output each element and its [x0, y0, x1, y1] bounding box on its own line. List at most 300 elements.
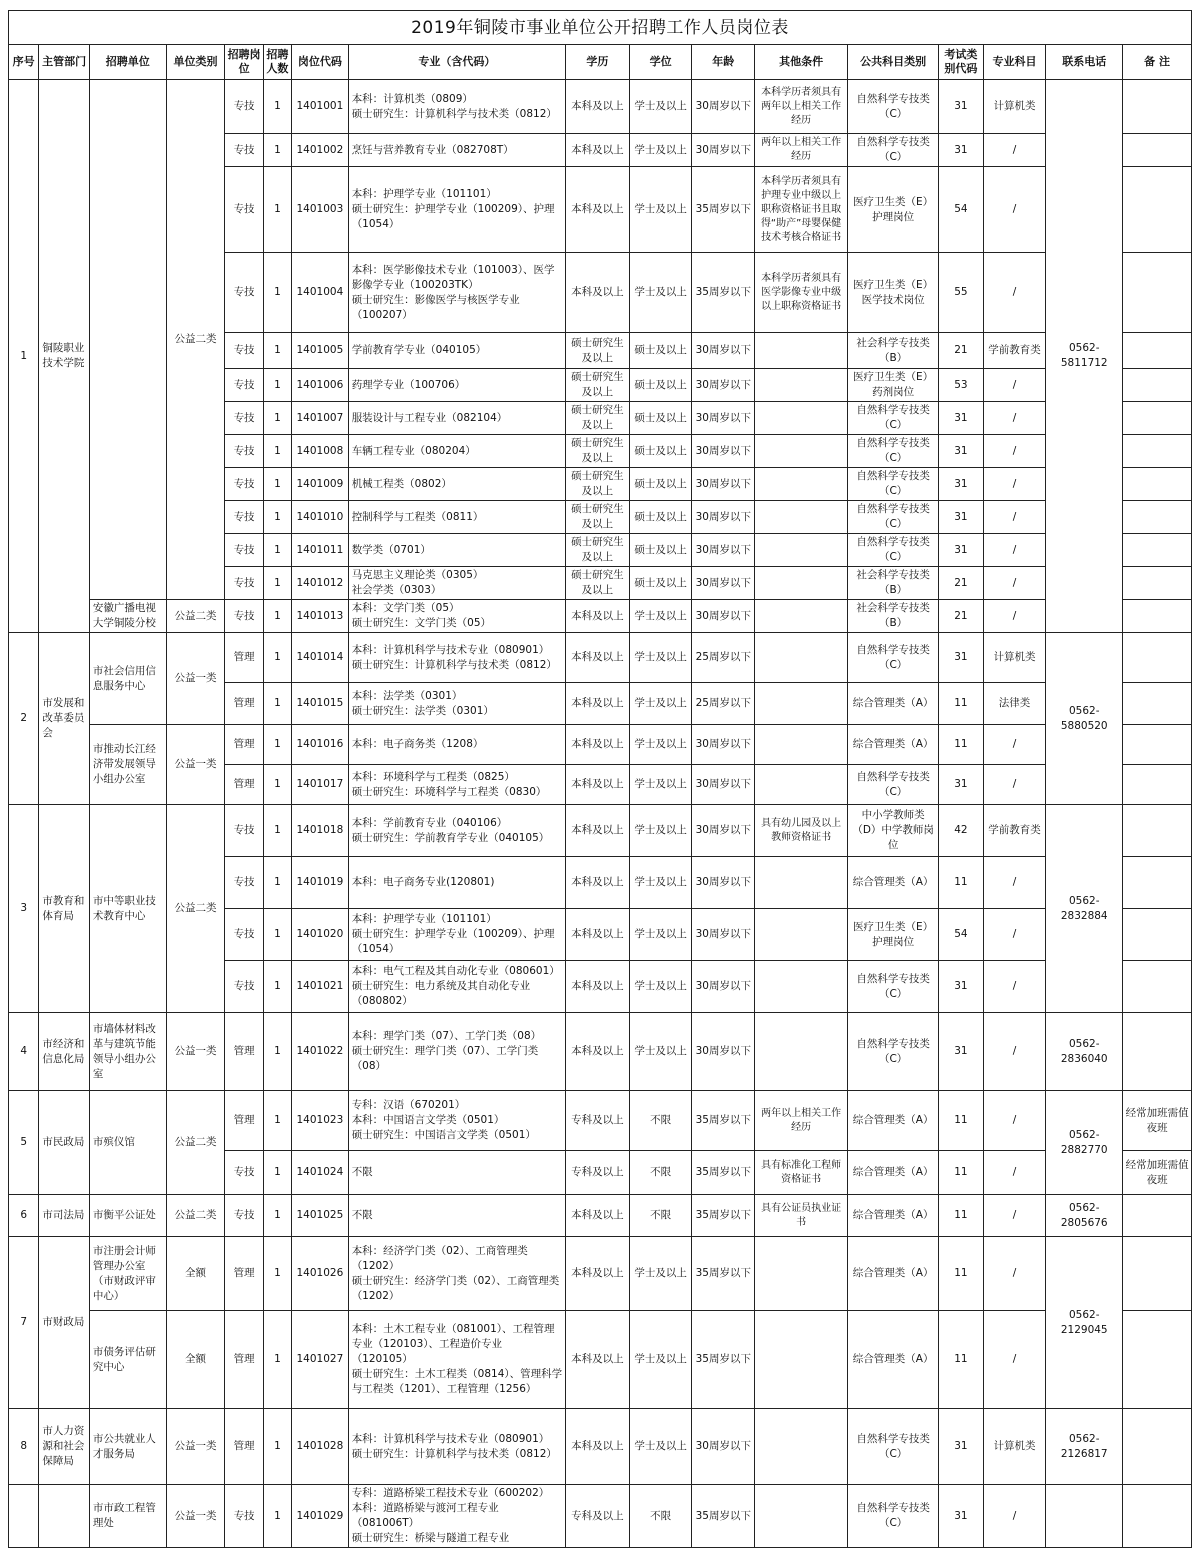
- other-conditions-cell: [755, 961, 848, 1013]
- remark-cell: [1123, 1195, 1192, 1237]
- remark-cell: [1123, 683, 1192, 725]
- public-subject-cell: 自然科学专技类（C）: [848, 402, 939, 435]
- major-cell: 本科：护理学专业（101101） 硕士研究生：护理学专业（100209）、护理（1054）: [348, 167, 565, 253]
- degree-cell: 学士及以上: [629, 253, 692, 333]
- education-cell: 本科及以上: [566, 1237, 630, 1311]
- public-subject-cell: 自然科学专技类（C）: [848, 1409, 939, 1485]
- exam-code-cell: 55: [939, 253, 983, 333]
- unit-cell: 市社会信用信息服务中心: [89, 633, 166, 725]
- exam-code-cell: 42: [939, 805, 983, 857]
- remark-cell: [1123, 1013, 1192, 1091]
- public-subject-cell: 中小学教师类（D）中学教师岗位: [848, 805, 939, 857]
- table-row: [9, 1485, 1192, 1548]
- post-cell: 专技: [225, 1151, 263, 1195]
- count-cell: 1: [263, 80, 291, 134]
- remark-cell: [1123, 961, 1192, 1013]
- subject-cell: /: [983, 369, 1046, 402]
- post-cell: 专技: [225, 402, 263, 435]
- remark-cell: [1123, 1409, 1192, 1485]
- post-code-cell: 1401008: [292, 435, 349, 468]
- education-cell: 本科及以上: [566, 1195, 630, 1237]
- seq-cell: 3: [9, 805, 39, 1013]
- post-cell: 管理: [225, 765, 263, 805]
- count-cell: 1: [263, 1237, 291, 1311]
- post-cell: 管理: [225, 725, 263, 765]
- major-cell: 机械工程类（0802）: [348, 468, 565, 501]
- remark-cell: [1123, 402, 1192, 435]
- other-conditions-cell: [755, 1311, 848, 1409]
- public-subject-cell: 社会科学专技类（B）: [848, 567, 939, 600]
- post-cell: 专技: [225, 600, 263, 633]
- major-cell: 车辆工程专业（080204）: [348, 435, 565, 468]
- age-cell: 30周岁以下: [692, 600, 755, 633]
- seq-cell: 6: [9, 1195, 39, 1237]
- other-conditions-cell: 本科学历者须具有两年以上相关工作经历: [755, 80, 848, 134]
- column-header: 招聘岗位: [225, 45, 263, 80]
- education-cell: 本科及以上: [566, 633, 630, 683]
- post-cell: 专技: [225, 468, 263, 501]
- column-header: 公共科目类别: [848, 45, 939, 80]
- unit-cell: 市衡平公证处: [89, 1195, 166, 1237]
- post-code-cell: 1401029: [292, 1485, 349, 1548]
- post-code-cell: 1401010: [292, 501, 349, 534]
- subject-cell: 学前教育类: [983, 333, 1046, 369]
- phone-cell: 0562-2832884: [1046, 805, 1123, 1013]
- remark-cell: [1123, 600, 1192, 633]
- exam-code-cell: 31: [939, 1013, 983, 1091]
- table-row: [9, 1195, 1192, 1237]
- age-cell: 35周岁以下: [692, 1151, 755, 1195]
- post-cell: 专技: [225, 435, 263, 468]
- age-cell: 30周岁以下: [692, 567, 755, 600]
- public-subject-cell: 医疗卫生类（E）医学技术岗位: [848, 253, 939, 333]
- subject-cell: /: [983, 167, 1046, 253]
- education-cell: 本科及以上: [566, 857, 630, 909]
- education-cell: 专科及以上: [566, 1151, 630, 1195]
- seq-cell: 8: [9, 1409, 39, 1485]
- exam-code-cell: 11: [939, 1091, 983, 1151]
- education-cell: 本科及以上: [566, 134, 630, 167]
- age-cell: 35周岁以下: [692, 1237, 755, 1311]
- exam-code-cell: 31: [939, 501, 983, 534]
- category-cell: 公益一类: [166, 725, 225, 805]
- age-cell: 30周岁以下: [692, 534, 755, 567]
- remark-cell: [1123, 1485, 1192, 1548]
- post-cell: 专技: [225, 369, 263, 402]
- other-conditions-cell: [755, 857, 848, 909]
- count-cell: 1: [263, 857, 291, 909]
- post-cell: 专技: [225, 501, 263, 534]
- major-cell: 马克思主义理论类（0305） 社会学类（0303）: [348, 567, 565, 600]
- exam-code-cell: 53: [939, 369, 983, 402]
- public-subject-cell: 社会科学专技类（B）: [848, 333, 939, 369]
- column-header: 岗位代码: [292, 45, 349, 80]
- table-row: [9, 1091, 1192, 1151]
- table-row: [9, 80, 1192, 134]
- public-subject-cell: 自然科学专技类（C）: [848, 80, 939, 134]
- post-code-cell: 1401018: [292, 805, 349, 857]
- major-cell: 本科：计算机类（0809） 硕士研究生：计算机科学与技术类（0812）: [348, 80, 565, 134]
- public-subject-cell: 自然科学专技类（C）: [848, 1013, 939, 1091]
- major-cell: 本科：电子商务类（1208）: [348, 725, 565, 765]
- exam-code-cell: 11: [939, 1237, 983, 1311]
- age-cell: 30周岁以下: [692, 80, 755, 134]
- other-conditions-cell: [755, 333, 848, 369]
- remark-cell: [1123, 501, 1192, 534]
- post-cell: 专技: [225, 167, 263, 253]
- remark-cell: [1123, 333, 1192, 369]
- degree-cell: 学士及以上: [629, 961, 692, 1013]
- other-conditions-cell: [755, 1485, 848, 1548]
- subject-cell: /: [983, 501, 1046, 534]
- post-cell: 专技: [225, 805, 263, 857]
- degree-cell: 不限: [629, 1151, 692, 1195]
- major-cell: 专科：道路桥梁工程技术专业（600202） 本科：道路桥梁与渡河工程专业（081006T） 硕士研究生：桥梁与隧道工程专业: [348, 1485, 565, 1548]
- table-row: [9, 1013, 1192, 1091]
- exam-code-cell: 11: [939, 1311, 983, 1409]
- age-cell: 30周岁以下: [692, 468, 755, 501]
- education-cell: 本科及以上: [566, 167, 630, 253]
- post-cell: 专技: [225, 567, 263, 600]
- age-cell: 35周岁以下: [692, 1195, 755, 1237]
- remark-cell: [1123, 909, 1192, 961]
- phone-cell: 0562-2836040: [1046, 1013, 1123, 1091]
- category-cell: 公益二类: [166, 805, 225, 1013]
- table-body: [9, 80, 1192, 1548]
- remark-cell: [1123, 1237, 1192, 1311]
- remark-cell: [1123, 468, 1192, 501]
- count-cell: 1: [263, 134, 291, 167]
- post-cell: 专技: [225, 1485, 263, 1548]
- education-cell: 本科及以上: [566, 961, 630, 1013]
- degree-cell: 不限: [629, 1091, 692, 1151]
- seq-cell: 7: [9, 1237, 39, 1409]
- count-cell: 1: [263, 468, 291, 501]
- unit-cell: 市中等职业技术教育中心: [89, 805, 166, 1013]
- count-cell: 1: [263, 725, 291, 765]
- degree-cell: 硕士及以上: [629, 468, 692, 501]
- unit-cell: [89, 80, 166, 600]
- subject-cell: /: [983, 1237, 1046, 1311]
- degree-cell: 学士及以上: [629, 1311, 692, 1409]
- subject-cell: /: [983, 1311, 1046, 1409]
- education-cell: 本科及以上: [566, 1409, 630, 1485]
- education-cell: 硕士研究生及以上: [566, 402, 630, 435]
- subject-cell: /: [983, 468, 1046, 501]
- phone-cell: 0562-2126817: [1046, 1409, 1123, 1485]
- exam-code-cell: 11: [939, 725, 983, 765]
- count-cell: 1: [263, 1013, 291, 1091]
- public-subject-cell: 社会科学专技类（B）: [848, 600, 939, 633]
- table-row: [9, 600, 1192, 633]
- major-cell: 本科：学前教育专业（040106） 硕士研究生：学前教育学专业（040105）: [348, 805, 565, 857]
- age-cell: 35周岁以下: [692, 1091, 755, 1151]
- post-cell: 管理: [225, 683, 263, 725]
- other-conditions-cell: [755, 534, 848, 567]
- age-cell: 30周岁以下: [692, 1013, 755, 1091]
- count-cell: 1: [263, 333, 291, 369]
- education-cell: 本科及以上: [566, 909, 630, 961]
- age-cell: 30周岁以下: [692, 725, 755, 765]
- education-cell: 硕士研究生及以上: [566, 468, 630, 501]
- degree-cell: 学士及以上: [629, 909, 692, 961]
- count-cell: 1: [263, 765, 291, 805]
- exam-code-cell: 31: [939, 80, 983, 134]
- other-conditions-cell: [755, 369, 848, 402]
- post-cell: 管理: [225, 633, 263, 683]
- seq-cell: 4: [9, 1013, 39, 1091]
- major-cell: 学前教育学专业（040105）: [348, 333, 565, 369]
- remark-cell: [1123, 369, 1192, 402]
- age-cell: 30周岁以下: [692, 369, 755, 402]
- major-cell: 数学类（0701）: [348, 534, 565, 567]
- age-cell: 25周岁以下: [692, 683, 755, 725]
- public-subject-cell: 综合管理类（A）: [848, 725, 939, 765]
- table-row: [9, 725, 1192, 765]
- table-row: [9, 805, 1192, 857]
- unit-cell: 安徽广播电视大学铜陵分校: [89, 600, 166, 633]
- major-cell: 本科：电气工程及其自动化专业（080601） 硕士研究生：电力系统及其自动化专业（080802）: [348, 961, 565, 1013]
- education-cell: 本科及以上: [566, 600, 630, 633]
- unit-cell: 市公共就业人才服务局: [89, 1409, 166, 1485]
- post-code-cell: 1401025: [292, 1195, 349, 1237]
- subject-cell: /: [983, 567, 1046, 600]
- major-cell: 本科：计算机科学与技术专业（080901） 硕士研究生：计算机科学与技术类（0812）: [348, 633, 565, 683]
- exam-code-cell: 31: [939, 134, 983, 167]
- other-conditions-cell: [755, 600, 848, 633]
- post-cell: 专技: [225, 80, 263, 134]
- category-cell: 公益一类: [166, 1013, 225, 1091]
- public-subject-cell: 自然科学专技类（C）: [848, 134, 939, 167]
- other-conditions-cell: [755, 468, 848, 501]
- post-cell: 专技: [225, 333, 263, 369]
- degree-cell: 学士及以上: [629, 633, 692, 683]
- education-cell: 硕士研究生及以上: [566, 333, 630, 369]
- count-cell: 1: [263, 1311, 291, 1409]
- unit-cell: 市注册会计师管理办公室（市财政评审中心）: [89, 1237, 166, 1311]
- major-cell: 本科：计算机科学与技术专业（080901） 硕士研究生：计算机科学与技术类（0812）: [348, 1409, 565, 1485]
- post-cell: 专技: [225, 961, 263, 1013]
- major-cell: 本科：医学影像技术专业（101003）、医学影像学专业（100203TK） 硕士研究生：影像医学与核医学专业（100207）: [348, 253, 565, 333]
- education-cell: 硕士研究生及以上: [566, 534, 630, 567]
- other-conditions-cell: 本科学历者须具有护理专业中级以上职称资格证书且取得“助产”母婴保健技术考核合格证书: [755, 167, 848, 253]
- count-cell: 1: [263, 1151, 291, 1195]
- education-cell: 本科及以上: [566, 1311, 630, 1409]
- post-code-cell: 1401022: [292, 1013, 349, 1091]
- education-cell: 本科及以上: [566, 765, 630, 805]
- subject-cell: /: [983, 1151, 1046, 1195]
- other-conditions-cell: 两年以上相关工作经历: [755, 134, 848, 167]
- age-cell: 30周岁以下: [692, 333, 755, 369]
- exam-code-cell: 21: [939, 600, 983, 633]
- count-cell: 1: [263, 633, 291, 683]
- age-cell: 25周岁以下: [692, 633, 755, 683]
- header-row: [9, 45, 1192, 80]
- category-cell: 公益二类: [166, 80, 225, 600]
- age-cell: 35周岁以下: [692, 1485, 755, 1548]
- other-conditions-cell: [755, 725, 848, 765]
- post-code-cell: 1401013: [292, 600, 349, 633]
- column-header: 学历: [566, 45, 630, 80]
- other-conditions-cell: [755, 683, 848, 725]
- subject-cell: /: [983, 1091, 1046, 1151]
- post-cell: 管理: [225, 1311, 263, 1409]
- remark-cell: [1123, 725, 1192, 765]
- degree-cell: 硕士及以上: [629, 333, 692, 369]
- degree-cell: 学士及以上: [629, 167, 692, 253]
- major-cell: 本科：理学门类（07）、工学门类（08） 硕士研究生：理学门类（07）、工学门类（08）: [348, 1013, 565, 1091]
- dept-cell: 市民政局: [39, 1091, 90, 1195]
- degree-cell: 硕士及以上: [629, 534, 692, 567]
- post-code-cell: 1401027: [292, 1311, 349, 1409]
- post-code-cell: 1401004: [292, 253, 349, 333]
- post-code-cell: 1401011: [292, 534, 349, 567]
- category-cell: 公益二类: [166, 600, 225, 633]
- count-cell: 1: [263, 805, 291, 857]
- major-cell: 控制科学与工程类（0811）: [348, 501, 565, 534]
- dept-cell: 市经济和信息化局: [39, 1013, 90, 1091]
- major-cell: 本科：文学门类（05） 硕士研究生：文学门类（05）: [348, 600, 565, 633]
- post-code-cell: 1401003: [292, 167, 349, 253]
- column-header: 专业（含代码）: [348, 45, 565, 80]
- phone-cell: 0562-2805676: [1046, 1195, 1123, 1237]
- remark-cell: [1123, 1311, 1192, 1409]
- post-cell: 管理: [225, 1091, 263, 1151]
- count-cell: 1: [263, 600, 291, 633]
- exam-code-cell: 54: [939, 909, 983, 961]
- unit-cell: 市推动长江经济带发展领导小组办公室: [89, 725, 166, 805]
- exam-code-cell: 11: [939, 1151, 983, 1195]
- subject-cell: 法律类: [983, 683, 1046, 725]
- public-subject-cell: 自然科学专技类（C）: [848, 468, 939, 501]
- degree-cell: 学士及以上: [629, 134, 692, 167]
- public-subject-cell: 综合管理类（A）: [848, 1151, 939, 1195]
- major-cell: 本科：电子商务专业(120801): [348, 857, 565, 909]
- post-code-cell: 1401014: [292, 633, 349, 683]
- dept-cell: 市人力资源和社会保障局: [39, 1409, 90, 1485]
- category-cell: 公益一类: [166, 1485, 225, 1548]
- count-cell: 1: [263, 369, 291, 402]
- degree-cell: 学士及以上: [629, 1409, 692, 1485]
- category-cell: 全额: [166, 1237, 225, 1311]
- other-conditions-cell: [755, 633, 848, 683]
- dept-cell: [39, 1485, 90, 1548]
- post-cell: 专技: [225, 134, 263, 167]
- age-cell: 30周岁以下: [692, 765, 755, 805]
- column-header: 其他条件: [755, 45, 848, 80]
- count-cell: 1: [263, 534, 291, 567]
- public-subject-cell: 自然科学专技类（C）: [848, 501, 939, 534]
- major-cell: 不限: [348, 1195, 565, 1237]
- public-subject-cell: 医疗卫生类（E）护理岗位: [848, 909, 939, 961]
- count-cell: 1: [263, 253, 291, 333]
- exam-code-cell: 31: [939, 402, 983, 435]
- phone-cell: [1046, 1485, 1123, 1548]
- education-cell: 本科及以上: [566, 805, 630, 857]
- column-header: 招聘人数: [263, 45, 291, 80]
- other-conditions-cell: [755, 1409, 848, 1485]
- education-cell: 本科及以上: [566, 1013, 630, 1091]
- column-header: 主管部门: [39, 45, 90, 80]
- table-row: [9, 1409, 1192, 1485]
- post-cell: 专技: [225, 857, 263, 909]
- subject-cell: /: [983, 402, 1046, 435]
- major-cell: 专科：汉语（670201） 本科：中国语言文学类（0501） 硕士研究生：中国语言文学类（0501）: [348, 1091, 565, 1151]
- post-code-cell: 1401002: [292, 134, 349, 167]
- dept-cell: 市发展和改革委员会: [39, 633, 90, 805]
- remark-cell: [1123, 167, 1192, 253]
- post-code-cell: 1401017: [292, 765, 349, 805]
- post-code-cell: 1401024: [292, 1151, 349, 1195]
- other-conditions-cell: [755, 1237, 848, 1311]
- public-subject-cell: 自然科学专技类（C）: [848, 1485, 939, 1548]
- age-cell: 30周岁以下: [692, 134, 755, 167]
- category-cell: 公益二类: [166, 1195, 225, 1237]
- exam-code-cell: 21: [939, 567, 983, 600]
- phone-cell: 0562-5880520: [1046, 633, 1123, 805]
- degree-cell: 硕士及以上: [629, 435, 692, 468]
- seq-cell: 1: [9, 80, 39, 633]
- education-cell: 硕士研究生及以上: [566, 501, 630, 534]
- subject-cell: /: [983, 600, 1046, 633]
- public-subject-cell: 自然科学专技类（C）: [848, 633, 939, 683]
- count-cell: 1: [263, 501, 291, 534]
- other-conditions-cell: 本科学历者须具有医学影像专业中级以上职称资格证书: [755, 253, 848, 333]
- major-cell: 本科：环境科学与工程类（0825） 硕士研究生：环境科学与工程类（0830）: [348, 765, 565, 805]
- public-subject-cell: 综合管理类（A）: [848, 683, 939, 725]
- exam-code-cell: 11: [939, 683, 983, 725]
- column-header: 联系电话: [1046, 45, 1123, 80]
- exam-code-cell: 31: [939, 1485, 983, 1548]
- remark-cell: [1123, 435, 1192, 468]
- age-cell: 30周岁以下: [692, 1409, 755, 1485]
- major-cell: 本科：经济学门类（02）、工商管理类（1202） 硕士研究生：经济学门类（02）、工商管理类（1202）: [348, 1237, 565, 1311]
- post-code-cell: 1401012: [292, 567, 349, 600]
- major-cell: 本科：法学类（0301） 硕士研究生：法学类（0301）: [348, 683, 565, 725]
- seq-cell: [9, 1485, 39, 1548]
- count-cell: 1: [263, 683, 291, 725]
- degree-cell: 硕士及以上: [629, 501, 692, 534]
- subject-cell: /: [983, 253, 1046, 333]
- post-code-cell: 1401028: [292, 1409, 349, 1485]
- column-header: 年龄: [692, 45, 755, 80]
- count-cell: 1: [263, 1485, 291, 1548]
- education-cell: 硕士研究生及以上: [566, 435, 630, 468]
- other-conditions-cell: [755, 567, 848, 600]
- subject-cell: /: [983, 435, 1046, 468]
- public-subject-cell: 自然科学专技类（C）: [848, 765, 939, 805]
- degree-cell: 硕士及以上: [629, 567, 692, 600]
- post-code-cell: 1401006: [292, 369, 349, 402]
- subject-cell: 计算机类: [983, 80, 1046, 134]
- other-conditions-cell: 具有公证员执业证书: [755, 1195, 848, 1237]
- phone-cell: 0562-2882770: [1046, 1091, 1123, 1195]
- age-cell: 30周岁以下: [692, 402, 755, 435]
- education-cell: 专科及以上: [566, 1091, 630, 1151]
- remark-cell: [1123, 805, 1192, 857]
- public-subject-cell: 综合管理类（A）: [848, 1091, 939, 1151]
- dept-cell: 市财政局: [39, 1237, 90, 1409]
- post-cell: 专技: [225, 253, 263, 333]
- count-cell: 1: [263, 909, 291, 961]
- degree-cell: 学士及以上: [629, 600, 692, 633]
- post-code-cell: 1401021: [292, 961, 349, 1013]
- post-code-cell: 1401020: [292, 909, 349, 961]
- degree-cell: 学士及以上: [629, 683, 692, 725]
- post-cell: 管理: [225, 1409, 263, 1485]
- column-header: 学位: [629, 45, 692, 80]
- count-cell: 1: [263, 167, 291, 253]
